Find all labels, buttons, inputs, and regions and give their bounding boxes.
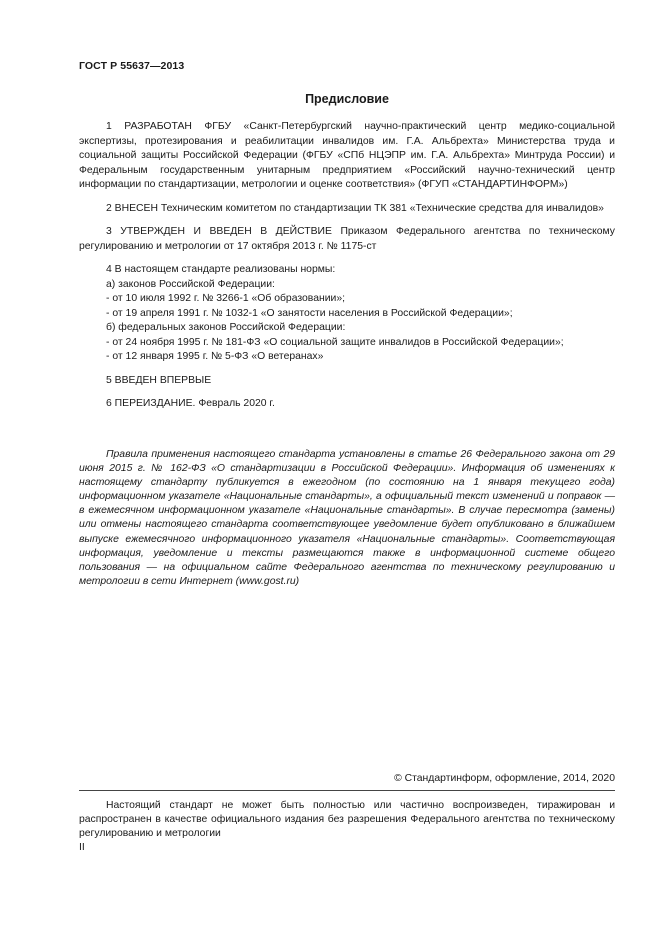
foreword-item-6: 6 ПЕРЕИЗДАНИЕ. Февраль 2020 г. (106, 398, 275, 409)
foreword-item-4-line: - от 19 апреля 1991 г. № 1032-1 «О занятости населения в Российской Федерации»; (106, 307, 513, 319)
foreword-item-4-heading: 4 В настоящем стандарте реализованы нормы: (106, 264, 336, 275)
divider (79, 790, 615, 791)
foreword-item-3: 3 УТВЕРЖДЕН И ВВЕДЕН В ДЕЙСТВИЕ Приказом Федерального агентства по техническому регулированию и метрологии от 17 октября 2013 г. № 1175-ст (79, 226, 615, 252)
copyright-line: © Стандартинформ, оформление, 2014, 2020 (394, 773, 615, 784)
standard-application-notice: Правила применения настоящего стандарта установлены в статье 26 Федерального закона от 29 июня 2015 г. № 162-ФЗ «О стандартизации в Российской Федерации». Информация об изменениях к настоящему стандарту публикуется в ежегодном (по состоянию на 1 января текущего года) информационном указателе «Национальные стандарты», а официальный текст изменений и поправок — в ежемесячном информационном указателе «Национальные стандарты». В случае пересмотра (замены) или отмены настоящего стандарта соответствующее уведомление будет опубликовано в ближайшем выпуске ежемесячного информационного указателя «Национальные стандарты». Соответствующая информация, уведомление и тексты размещаются также в информационной системе общего пользования — на официальном сайте Федерального агентства по техническому регулированию и метрологии в сети Интернет (www.gost.ru) (79, 449, 615, 587)
foreword-item-4-line: а) законов Российской Федерации: (106, 278, 275, 290)
foreword-item-4-line: - от 12 января 1995 г. № 5-ФЗ «О ветеранах» (106, 351, 324, 362)
foreword-item-2: 2 ВНЕСЕН Техническим комитетом по стандартизации ТК 381 «Технические средства для инвалидов» (106, 202, 604, 214)
reproduction-notice: Настоящий стандарт не может быть полностью или частично воспроизведен, тиражирован и распространен в качестве официального издания без разрешения Федерального агентства по техническому регулированию и метрологии (79, 800, 615, 840)
foreword-item-5: 5 ВВЕДЕН ВПЕРВЫЕ (106, 374, 212, 386)
foreword-item-1: 1 РАЗРАБОТАН ФГБУ «Санкт-Петербургский научно-практический центр медико-социальной экспертизы, протезирования и реабилитации инвалидов им. Г.А. Альбрехта» Министерства труда и социальной защиты Российской Федерации (ФГБУ «СПб НЦЭПР им. Г.А. Альбрехта» Минтруда России) и Федеральным государственным унитарным предприятием «Российский научно-технический центр информации по стандартизации, метрологии и оценке соответствия» (ФГУП «СТАНДАРТИНФОРМ») (79, 121, 615, 190)
foreword-item-4-line: - от 24 ноября 1995 г. № 181-ФЗ «О социальной защите инвалидов в Российской Федерации»; (106, 336, 564, 348)
page-number: II (79, 842, 85, 853)
foreword-item-4-line: б) федеральных законов Российской Федерации: (106, 322, 346, 333)
standard-code-header: ГОСТ Р 55637—2013 (79, 60, 185, 72)
foreword-item-4-line: - от 10 июля 1992 г. № 3266-1 «Об образовании»; (106, 293, 345, 304)
foreword-item-4 (79, 263, 615, 365)
page-title: Предисловие (305, 92, 389, 106)
foreword-section (79, 120, 615, 421)
